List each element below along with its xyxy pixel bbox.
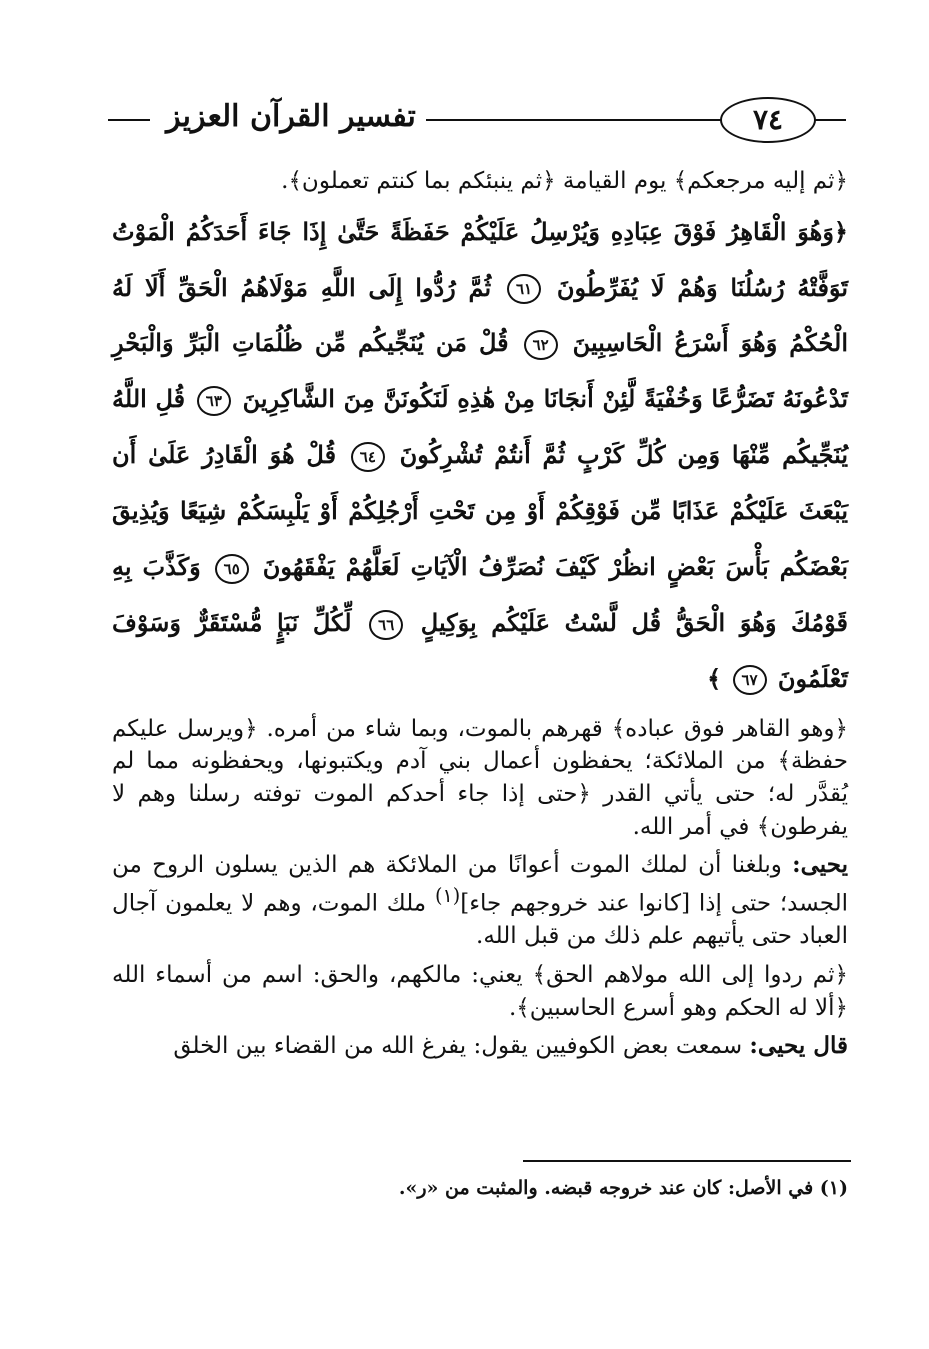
verse-closing-bracket: ﴾: [707, 663, 722, 693]
ayah-number-marker: ٦٥: [215, 554, 249, 584]
verse-text: قُلِ اللَّهُ يُنَجِّيكُم مِّنْهَا وَمِن كُلِّ كَرْبٍ ثُمَّ أَنتُمْ تُشْرِكُونَ: [112, 384, 848, 470]
ayah-number-marker: ٦٣: [197, 386, 231, 416]
paragraph-1: ﴿ثم إليه مرجعكم﴾ يوم القيامة ﴿ثم ينبئكم بما كنتم تعملون﴾.: [281, 168, 848, 194]
paragraph-text: سمعت بعض الكوفيين يقول: يفرغ الله من القضاء بين الخلق: [173, 1033, 743, 1060]
ayah-number-marker: ٦٦: [369, 610, 403, 640]
verse-text: قُلْ مَن يُنَجِّيكُم مِّن ظُلُمَاتِ الْبَرِّ وَالْبَحْرِ تَدْعُونَهُ تَضَرُّعًا وَخُفْيَةً لَّئِنْ أَنجَانَا مِنْ هَٰذِهِ لَنَكُونَنَّ مِنَ الشَّاكِرِينَ: [112, 328, 848, 414]
footnote-reference: (١): [434, 884, 461, 908]
footnote: [112, 1177, 848, 1199]
verse-text: وَكَذَّبَ بِهِ قَوْمُكَ وَهُوَ الْحَقُّ قُل لَّسْتُ عَلَيْكُم بِوَكِيلٍ: [112, 552, 848, 637]
verse-text: ﴿وَهُوَ الْقَاهِرُ فَوْقَ عِبَادِهِ وَيُرْسِلُ عَلَيْكُمْ حَفَظَةً حَتَّىٰ إِذَا جَاءَ أَحَدَكُمُ الْمَوْتُ تَوَفَّتْهُ رُسُلُنَا وَهُمْ لَا يُفَرِّطُونَ: [112, 216, 849, 302]
page-number: ٧٤: [720, 97, 816, 143]
header-rule-left: [108, 119, 150, 121]
paragraph-text: وبلغنا أن لملك الموت أعوانًا من الملائكة هم الذين يسلون الروح من الجسد؛ حتى إذا [كانوا عند خروجهم جاء]: [112, 852, 849, 917]
running-title: تفسير القرآن العزيز: [166, 99, 416, 134]
ayah-number-marker: ٦٧: [733, 665, 767, 695]
footnote-number: (١): [819, 1177, 848, 1199]
page-body: [112, 165, 848, 1069]
page-header: [108, 95, 846, 145]
paragraph-4: [112, 849, 848, 953]
footnote-text: في الأصل: كان عند خروجه قبضه. والمثبت من «ر».: [398, 1177, 814, 1199]
paragraph-6: [112, 1030, 848, 1063]
ayah-number-marker: ٦١: [507, 274, 541, 304]
speaker-label: يحيى:: [792, 851, 848, 879]
paragraph-3: ﴿وهو القاهر فوق عباده﴾ قهرهم بالموت، وبما شاء من أمره. ﴿ويرسل عليكم حفظة﴾ من الملائكة؛ يحفظون أعمال بني آدم ويكتبونها، ويحفظونه مما لم يُقدَّر له؛ حتى يأتي القدر ﴿حتى إذا جاء أحدكم الموت توفته رسلنا وهم لا يفرطون﴾ في أمر الله.: [112, 715, 848, 840]
quran-verses: [112, 204, 848, 707]
paragraph-text: ملك الموت، وهم لا يعلمون آجال العباد حتى يأتيهم علم ذلك من قبل الله.: [112, 890, 848, 950]
ayah-number-marker: ٦٤: [351, 442, 385, 472]
paragraph-5: ﴿ثم ردوا إلى الله مولاهم الحق﴾ يعني: مالكهم، والحق: اسم من أسماء الله ﴿ألا له الحكم وهو أسرع الحاسبين﴾.: [112, 962, 848, 1021]
verse-text: ثُمَّ رُدُّوا إِلَى اللَّهِ مَوْلَاهُمُ الْحَقِّ أَلَا لَهُ الْحُكْمُ وَهُوَ أَسْرَعُ الْحَاسِبِينَ: [112, 272, 849, 358]
ayah-number-marker: ٦٢: [524, 330, 558, 360]
verse-text: قُلْ هُوَ الْقَادِرُ عَلَىٰ أَن يَبْعَثَ عَلَيْكُمْ عَذَابًا مِّن فَوْقِكُمْ أَوْ مِن تَحْتِ أَرْجُلِكُمْ أَوْ يَلْبِسَكُمْ شِيَعًا وَيُذِيقَ بَعْضَكُم بَأْسَ بَعْضٍ انظُرْ كَيْفَ نُصَرِّفُ الْآيَاتِ لَعَلَّهُمْ يَفْقَهُونَ: [112, 440, 849, 582]
footnote-separator: [523, 1160, 851, 1162]
speaker-label: قال يحيى:: [749, 1032, 848, 1060]
verse-text: لِّكُلِّ نَبَإٍ مُّسْتَقَرٌّ وَسَوْفَ تَعْلَمُونَ: [112, 608, 848, 693]
